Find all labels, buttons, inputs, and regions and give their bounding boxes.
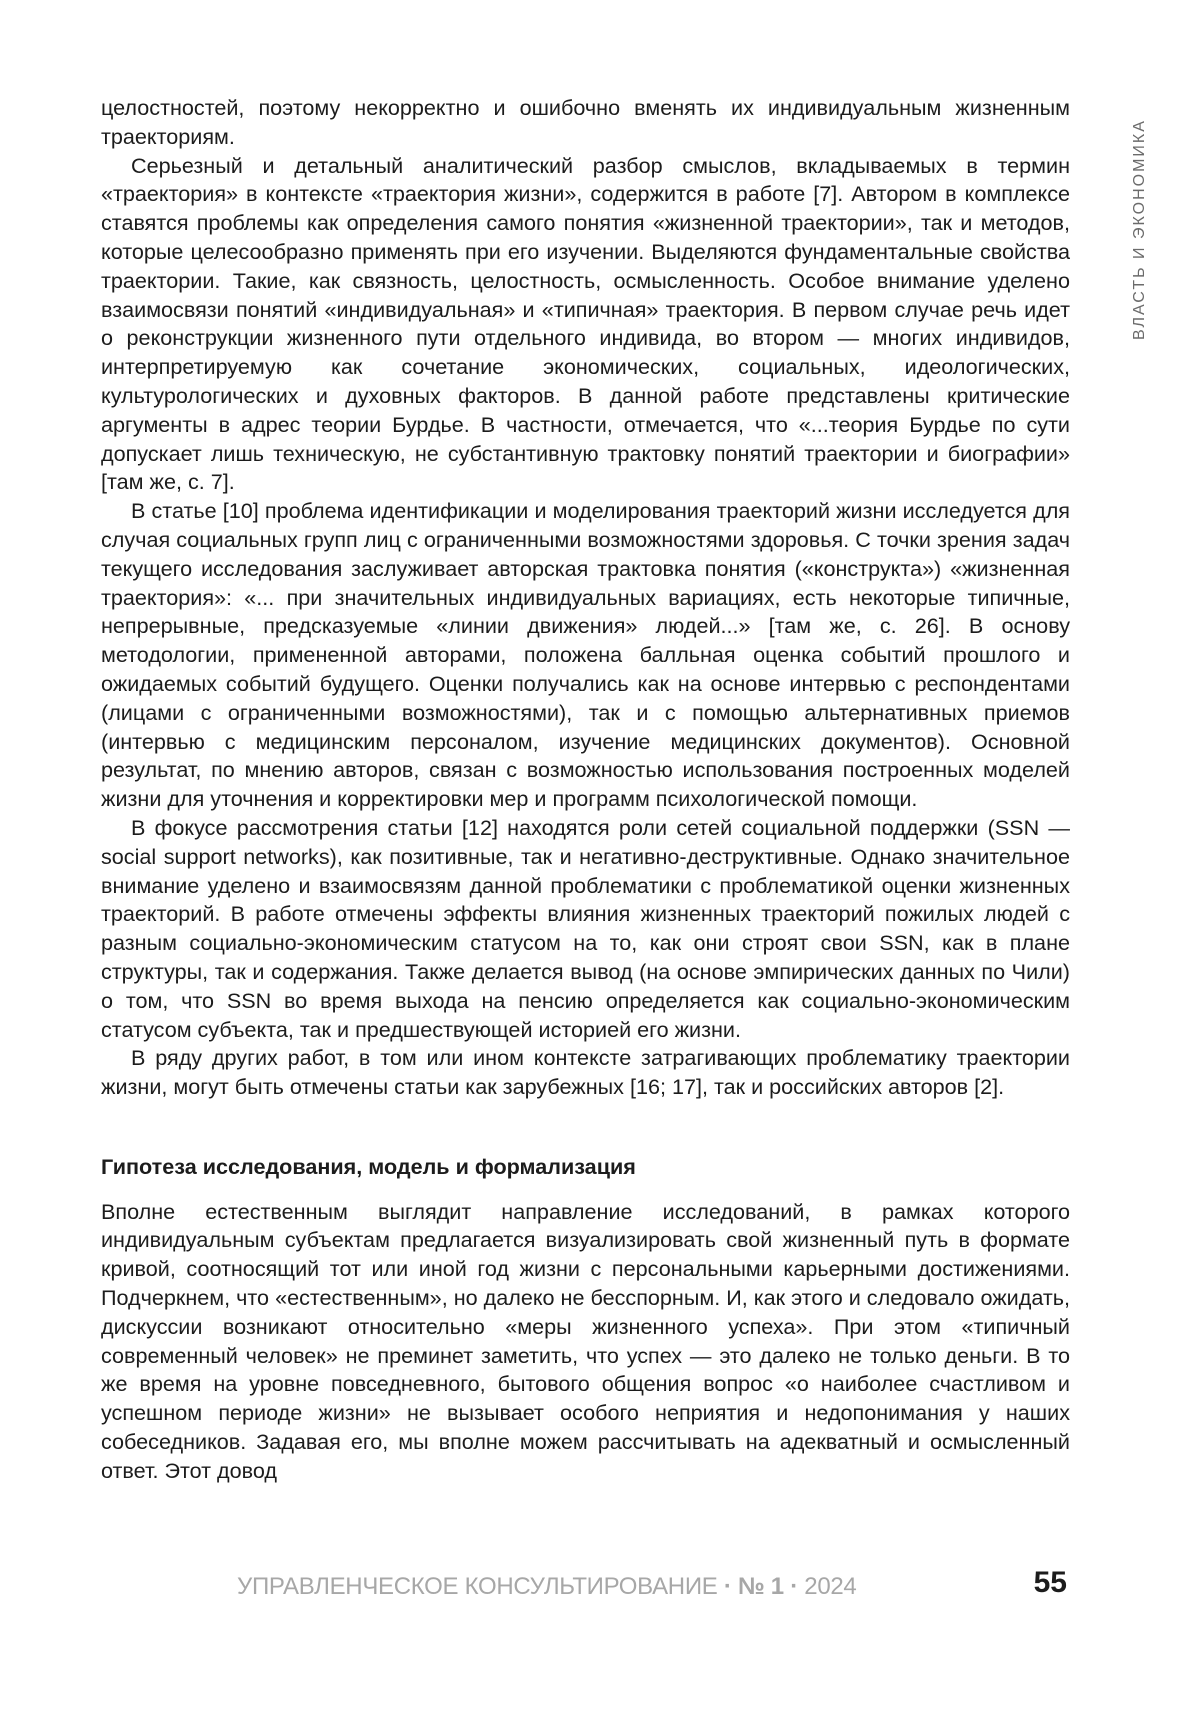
footer-separator: · <box>723 1573 732 1600</box>
paragraph-other-works: В ряду других работ, в том или ином контексте затрагивающих проблематику траектории жизни, могут быть отмечены статьи как зарубежных [16; 17], так и российских авторов [2]. <box>101 1045 1070 1100</box>
page-footer <box>237 1566 1067 1606</box>
paragraph-article-10: В статье [10] проблема идентификации и моделирования траекторий жизни исследуется для случая социальных групп лиц с ограниченными возможностями здоровья. С точки зрения задач текущего исследования заслуживает авторская трактовка понятия («конструкта») «жизненная траектория»: «... при значительных индивидуальных вариациях, есть некоторые типичные, непрерывные, предсказуемые «линии движения» людей...» [там же, с. 26]. В основу методологии, примененной авторами, положена балльная оценка событий прошлого и ожидаемых событий будущего. Оценки получались как на основе интервью с респондентами (лицами с ограниченными возможностями), так и с помощью альтернативных приемов (интервью с медицинским персоналом, изучение медицинских документов). Основной результат, по мнению авторов, связан с возможностью использования построенных моделей жизни для уточнения и корректировки мер и программ психологической помощи. <box>101 498 1070 812</box>
issue-year: 2024 <box>804 1573 857 1600</box>
section-heading: Гипотеза исследования, модель и формализация <box>101 1153 636 1179</box>
article-body <box>101 94 1070 1486</box>
page-number: 55 <box>1033 1566 1067 1599</box>
section-side-label-text: ВЛАСТЬ И ЭКОНОМИКА <box>1131 119 1148 340</box>
journal-info <box>237 1573 856 1601</box>
paragraph-continuation: целостностей, поэтому некорректно и ошибочно вменять их индивидуальным жизненным траекториям. <box>101 95 1070 149</box>
journal-title: УПРАВЛЕНЧЕСКОЕ КОНСУЛЬТИРОВАНИЕ <box>237 1573 718 1600</box>
footer-separator: · <box>790 1573 798 1600</box>
paragraph-trajectory-analysis: Серьезный и детальный аналитический разбор смыслов, вкладываемых в термин «траектория» в контексте «траектория жизни», содержится в работе [7]. Автором в комплексе ставятся проблемы как определения самого понятия «жизненной траектории», так и методов, которые целесообразно применять при его изучении. Выделяются фундаментальные свойства траектории. Такие, как связность, целостность, осмысленность. Особое внимание уделено взаимосвязи понятий «индивидуальная» и «типичная» траектория. В первом случае речь идет о реконструкции жизненного пути отдельного индивида, во втором — многих индивидов, интерпретируемую как сочетание экономических, социальных, идеологических, культурологических и духовных факторов. В данной работе представлены критические аргументы в адрес теории Бурдье. В частности, отмечается, что «...теория Бурдье по сути допускает лишь техническую, не субстантивную трактовку понятий траектории и биографии» [там же, с. 7]. <box>101 152 1070 495</box>
paragraph-article-12: В фокусе рассмотрения статьи [12] находятся роли сетей социальной поддержки (SSN — social support networks), как позитивные, так и негативно-деструктивные. Однако значительное внимание уделено и взаимосвязям данной проблематики с проблематикой оценки жизненных траекторий. В работе отмечены эффекты влияния жизненных траекторий пожилых людей с разным социально-экономическим статусом на то, как они строят свои SSN, как в плане структуры, так и содержания. Также делается вывод (на основе эмпирических данных по Чили) о том, что SSN во время выхода на пенсию определяется как социально-экономическим статусом субъекта, так и предшествующей историей его жизни. <box>101 814 1070 1042</box>
issue-number: № 1 <box>737 1573 784 1600</box>
paragraph-hypothesis: Вполне естественным выглядит направление исследований, в рамках которого индивидуальным субъектам предлагается визуализировать свой жизненный путь в формате кривой, соотносящий тот или иной год жизни с персональными карьерными достижениями. Подчеркнем, что «естественным», но далеко не бесспорным. И, как этого и следовало ожидать, дискуссии возникают относительно «меры жизненного успеха». При этом «типичный современный человек» не преминет заметить, что успех — это далеко не только деньги. В то же время на уровне повседневного, бытового общения вопрос «о наиболее счастливом и успешном периоде жизни» не вызывает особого неприятия и недопонимания у наших собеседников. Задавая его, мы вполне можем рассчитывать на адекватный и осмысленный ответ. Этот довод <box>101 1198 1070 1483</box>
